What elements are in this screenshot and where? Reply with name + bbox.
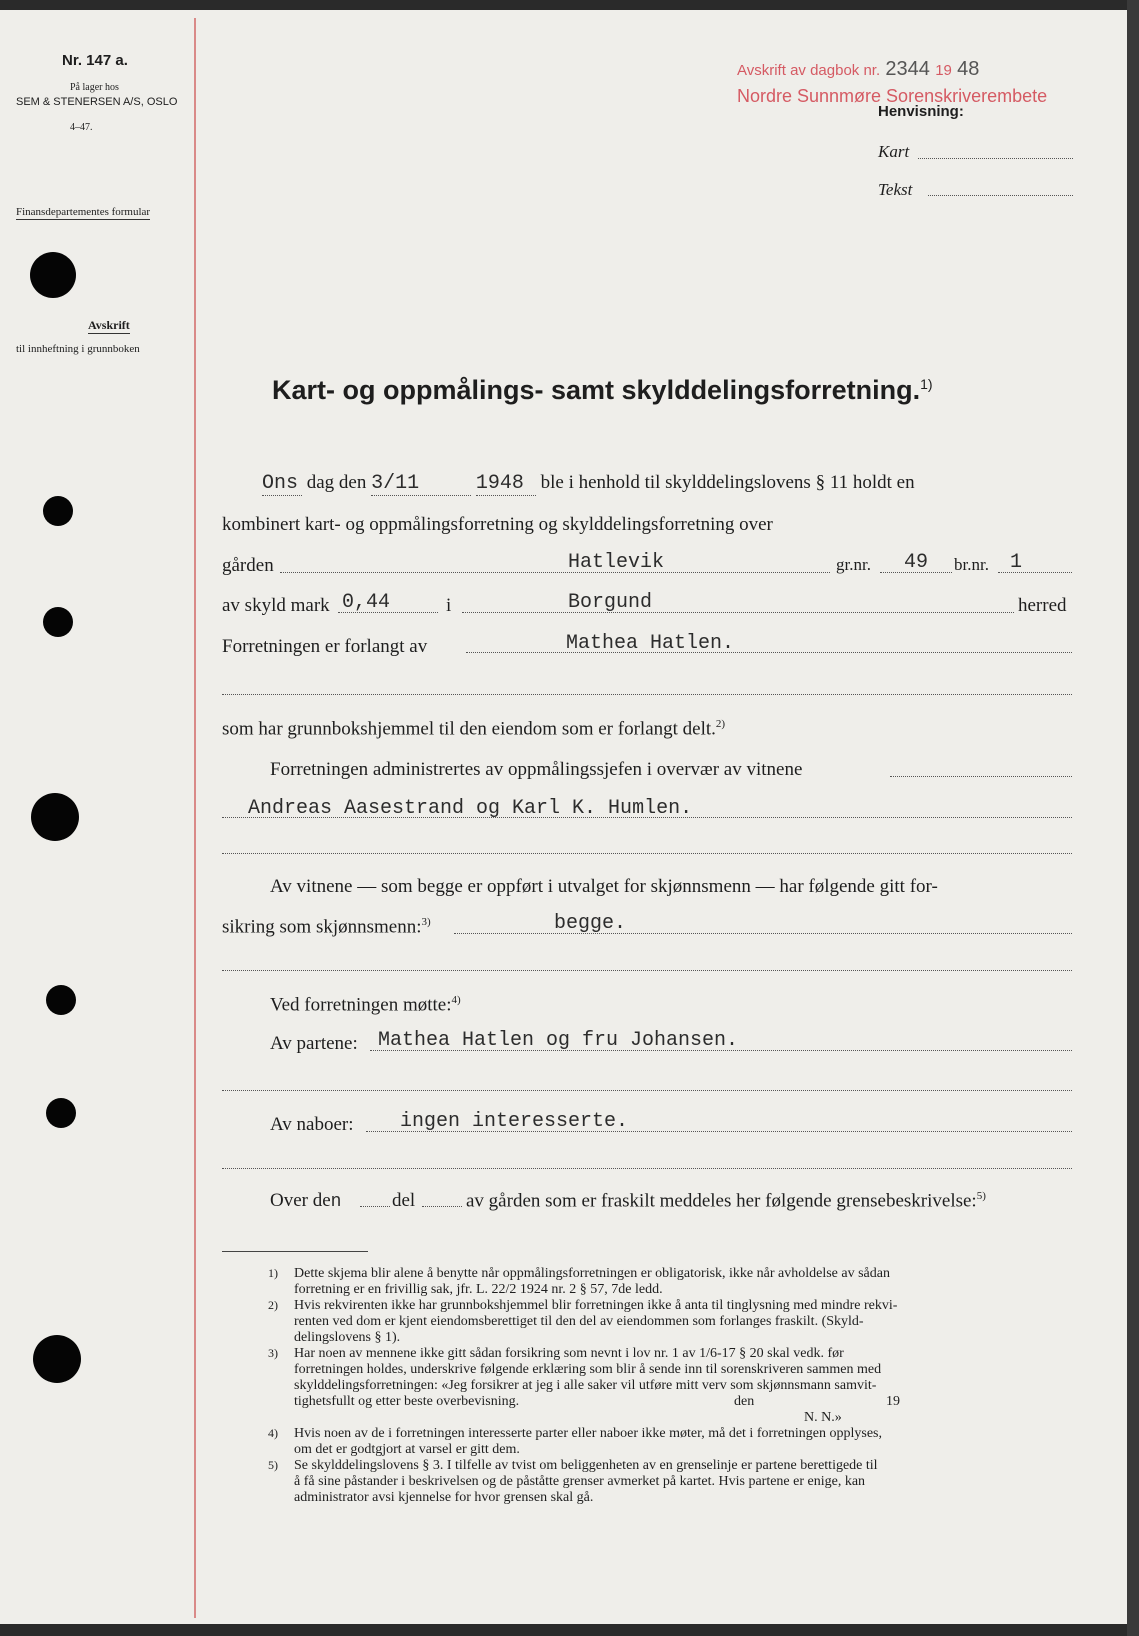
declaration-year: 19 bbox=[886, 1394, 900, 1409]
footnote-line: forretningen holdes, underskrive følgende erklæring som blir å sende inn til sorenskriveren sammen med bbox=[294, 1362, 882, 1377]
footnote-line: forretning er en frivillig sak, jfr. L. 22/2 1924 nr. 2 § 57, 7de ledd. bbox=[294, 1282, 663, 1297]
footnote-ref: 4) bbox=[451, 994, 461, 1006]
brnr-label: br.nr. bbox=[954, 555, 989, 574]
footnote-separator bbox=[222, 1251, 368, 1252]
farm-label: gården bbox=[222, 555, 274, 576]
footnote-ref: 5) bbox=[976, 1190, 986, 1202]
blank-field bbox=[422, 1206, 462, 1207]
text: Over de bbox=[270, 1190, 331, 1211]
day-field: Ons bbox=[262, 472, 302, 496]
skjonnsmenn-line bbox=[454, 933, 1072, 934]
grnr-label: gr.nr. bbox=[836, 555, 871, 574]
farm-name: Hatlevik bbox=[568, 551, 665, 574]
publisher-line: På lager hos bbox=[70, 82, 119, 93]
punch-hole bbox=[46, 1098, 76, 1128]
text: ble i henhold til skylddelingslovens § 11 holdt en bbox=[540, 472, 915, 493]
municipality: Borgund bbox=[568, 591, 653, 614]
stamp-office: Nordre Sunnmøre Sorenskriverembete bbox=[737, 86, 1048, 106]
footnote-ref: 2) bbox=[715, 718, 726, 730]
text: Ved forretningen møtte: bbox=[270, 994, 452, 1016]
skyld-value: 0,44 bbox=[342, 591, 391, 614]
blank-line bbox=[222, 1168, 1072, 1169]
footnote-5 bbox=[268, 1458, 1072, 1506]
body-line-9 bbox=[222, 916, 431, 938]
herred-label: herred bbox=[1018, 595, 1067, 616]
footnote-line: om det er godtgjort at varsel er gitt dem. bbox=[294, 1442, 520, 1457]
footnote-1 bbox=[268, 1266, 1072, 1298]
punch-hole bbox=[46, 985, 76, 1015]
body-line-6 bbox=[222, 718, 725, 740]
witness-names: Andreas Aasestrand og Karl K. Humlen. bbox=[248, 797, 693, 820]
blank-line bbox=[222, 853, 1072, 854]
kart-field bbox=[918, 158, 1073, 159]
henvisning-label: Henvisning: bbox=[878, 103, 964, 120]
witness-lead-line bbox=[890, 776, 1072, 777]
date-field: 3/11 bbox=[371, 472, 471, 496]
footnote-line: delingslovens § 1). bbox=[294, 1330, 401, 1345]
year-field: 1948 bbox=[476, 472, 536, 496]
right-border bbox=[1127, 0, 1139, 1636]
footnote-line: Hvis rekvirenten ikke har grunnbokshjemmel blir forretningen ikke å anta til tinglysning med mindre rekvi- bbox=[294, 1298, 898, 1313]
footnotes bbox=[268, 1266, 1072, 1506]
blank-line bbox=[222, 694, 1072, 695]
footnote-number: 3) bbox=[268, 1346, 278, 1360]
footnote-3 bbox=[268, 1346, 1072, 1426]
footnote-4 bbox=[268, 1426, 1072, 1458]
stamp-line-1 bbox=[737, 58, 979, 81]
bottom-border bbox=[0, 1624, 1139, 1636]
text: tighetsfullt og etter beste overbevisning. bbox=[294, 1394, 520, 1409]
publisher-name: SEM & STENERSEN A/S, OSLO bbox=[16, 96, 178, 108]
footnote-number: 2) bbox=[268, 1298, 278, 1312]
requested-by-label: Forretningen er forlangt av bbox=[222, 636, 428, 657]
blank-line bbox=[222, 970, 1072, 971]
footnote-line: renten ved dom er kjent eiendomsberettiget til den del av eiendommen som forlanges fraskilt. (Skyld- bbox=[294, 1314, 864, 1329]
boundary-line-rest bbox=[466, 1190, 986, 1212]
body-line-7: Forretningen administrertes av oppmålingssjefen i overvær av vitnene bbox=[270, 759, 803, 780]
form-title-text: Kart- og oppmålings- samt skylddelingsforretning. bbox=[272, 375, 921, 405]
tekst-field bbox=[928, 195, 1073, 196]
handwritten-suffix: n bbox=[330, 1192, 342, 1212]
top-border bbox=[0, 0, 1139, 10]
form-number: Nr. 147 a. bbox=[62, 52, 128, 69]
text: dag den bbox=[306, 472, 367, 493]
stamp-year: 48 bbox=[957, 58, 980, 80]
requested-by-name: Mathea Hatlen. bbox=[566, 632, 735, 655]
declaration-den: den bbox=[734, 1394, 755, 1409]
punch-hole bbox=[43, 607, 73, 637]
margin-rule bbox=[194, 18, 196, 1618]
footnote-line: Dette skjema blir alene å benytte når oppmålingsforretningen er obligatorisk, ikke når avholdelse av sådan bbox=[294, 1266, 890, 1281]
footnote-number: 4) bbox=[268, 1426, 278, 1440]
farm-field-line bbox=[280, 572, 830, 573]
del-label: del bbox=[392, 1190, 416, 1211]
skjonnsmenn-value: begge. bbox=[554, 912, 627, 935]
punch-hole bbox=[33, 1335, 81, 1383]
brnr-value: 1 bbox=[1010, 551, 1023, 574]
footnote-ref: 3) bbox=[421, 916, 431, 928]
punch-hole bbox=[31, 793, 79, 841]
stamp-prefix: Avskrift av dagbok nr. bbox=[737, 62, 881, 79]
skyld-label: av skyld mark bbox=[222, 595, 330, 616]
footnote-line: Har noen av mennene ikke gitt sådan forsikring som nevnt i lov nr. 1 av 1/6-17 § 20 skal vedk. før bbox=[294, 1346, 844, 1361]
grnr-value: 49 bbox=[904, 551, 929, 574]
in-label: i bbox=[446, 595, 452, 616]
form-owner: Finansdepartementes formular bbox=[16, 206, 151, 218]
municipality-field-line bbox=[462, 612, 1014, 613]
body-line-8: Av vitnene — som begge er oppført i utvalget for skjønnsmenn — har følgende gitt for- bbox=[270, 876, 938, 897]
parties-label: Av partene: bbox=[270, 1033, 358, 1054]
text: som har grunnbokshjemmel til den eiendom som er forlangt delt. bbox=[222, 718, 716, 740]
neighbors-label: Av naboer: bbox=[270, 1114, 354, 1135]
footnote-line: Se skylddelingslovens § 3. I tilfelle av tvist om beliggenheten av en grenselinje er partene berettigede til bbox=[294, 1458, 878, 1473]
publisher-date: 4–47. bbox=[70, 122, 93, 133]
footnote-line bbox=[294, 1394, 1072, 1410]
avskrift-label: Avskrift bbox=[88, 318, 130, 332]
kart-label: Kart bbox=[878, 142, 910, 161]
title-footnote-ref: 1) bbox=[920, 376, 933, 392]
punch-hole bbox=[43, 496, 73, 526]
text: sikring som skjønnsmenn: bbox=[222, 916, 422, 938]
text: av gården som er fraskilt meddeles her følgende grensebeskrivelse: bbox=[466, 1190, 977, 1212]
body-line-1 bbox=[262, 472, 1072, 496]
blank-field bbox=[360, 1206, 390, 1207]
footnote-line: å få sine påstander i beskrivelsen og de påståtte grenser avmerket på kartet. Hvis partene er enige, kan bbox=[294, 1474, 866, 1489]
blank-line bbox=[222, 1090, 1072, 1091]
declaration-signature: N. N.» bbox=[804, 1410, 842, 1425]
requested-by-line bbox=[466, 652, 1072, 653]
footnote-number: 1) bbox=[268, 1266, 278, 1280]
boundary-line-prefix bbox=[270, 1190, 341, 1212]
parties-value: Mathea Hatlen og fru Johansen. bbox=[378, 1029, 739, 1052]
form-title bbox=[272, 375, 933, 406]
footnote-line: administrator avsi kjennelse for hvor grensen skal gå. bbox=[294, 1490, 594, 1505]
avskrift-note: til innheftning i grunnboken bbox=[16, 343, 140, 355]
dagbok-number: 2344 bbox=[885, 58, 930, 80]
neighbors-value: ingen interesserte. bbox=[400, 1110, 629, 1133]
body-line-10 bbox=[270, 994, 461, 1016]
stamp-year-prefix: 19 bbox=[935, 62, 952, 79]
punch-hole bbox=[30, 252, 76, 298]
tekst-label: Tekst bbox=[878, 180, 913, 199]
footnote-line: skylddelingsforretningen: «Jeg forsikrer at jeg i alle saker vil utføre mitt verv som skjønnsmann samvit- bbox=[294, 1378, 877, 1393]
footnote-number: 5) bbox=[268, 1458, 278, 1472]
footnote-line: Hvis noen av de i forretningen interesserte parter eller naboer ikke møter, må det i forretningen opplyses, bbox=[294, 1426, 883, 1441]
body-line-2: kombinert kart- og oppmålingsforretning og skylddelingsforretning over bbox=[222, 514, 773, 535]
footnote-2 bbox=[268, 1298, 1072, 1346]
